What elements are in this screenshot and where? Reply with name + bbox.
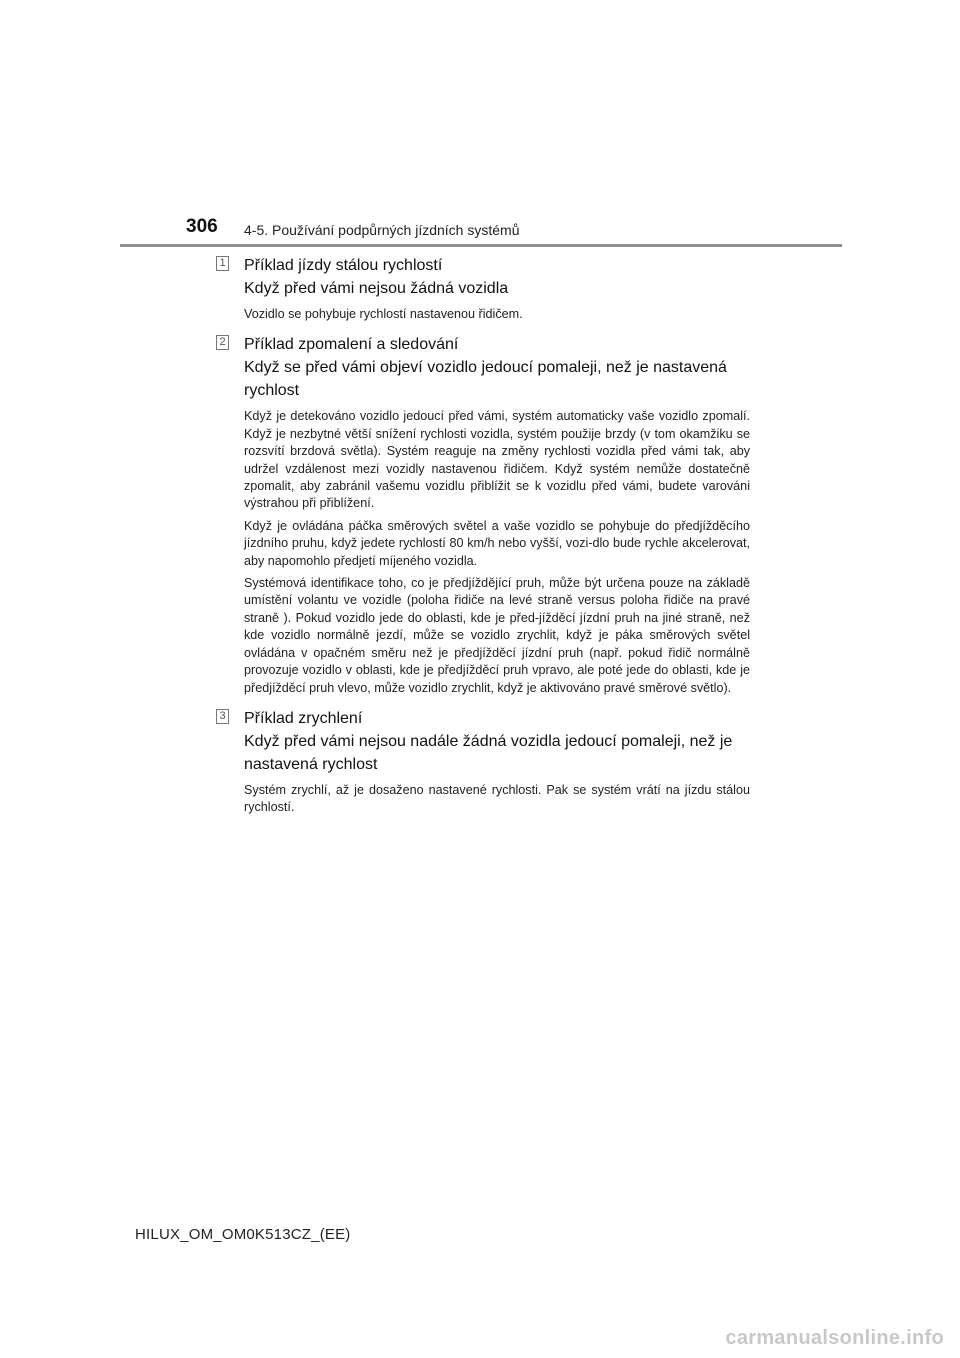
section-3 bbox=[216, 707, 750, 817]
section-number-badge: 2 bbox=[216, 335, 229, 350]
heading-line-2: Když před vámi nejsou nadále žádná vozidla jedoucí pomaleji, než je nastavená rychlost bbox=[244, 732, 733, 773]
body-paragraph: Systémová identifikace toho, co je předjíždějící pruh, může být určena pouze na základě umístění volantu ve vozidle (poloha řidiče na levé straně versus poloha řidiče na pravé straně ). Pokud vozidlo jede do oblasti, kde je před-jížděcí jízdní pruh na jiné straně, než kde vozidlo normálně jezdí, může se vozidlo zrychlit, když je páka směrových světel ovládána v opačném směru než je předjížděcí jízdní pruh (např. pokud řidič normálně provozuje vozidlo v oblasti, kde je předjížděcí pruh vpravo, ale poté jede do oblasti, kde je předjížděcí pruh vlevo, může vozidlo zrychlit, když je aktivováno pravé směrové světlo). bbox=[244, 576, 750, 695]
chapter-title: 4-5. Používání podpůrných jízdních systémů bbox=[244, 222, 520, 238]
page-number: 306 bbox=[186, 216, 218, 237]
page-content bbox=[216, 254, 750, 827]
section-heading bbox=[244, 254, 750, 300]
heading-line-1: Příklad jízdy stálou rychlostí bbox=[244, 257, 443, 274]
section-heading bbox=[244, 333, 750, 402]
heading-line-1: Příklad zrychlení bbox=[244, 709, 363, 727]
section-1 bbox=[216, 254, 750, 323]
body-paragraph: Vozidlo se pohybuje rychlostí nastavenou řidičem. bbox=[244, 307, 523, 321]
body-paragraph: Když je detekováno vozidlo jedoucí před vámi, systém automaticky vaše vozidlo zpomalí. Když je nezbytné větší snížení rychlosti vozidla, systém použije brzdy (v tom okamžiku se rozsvítí brzdová světla). Systém reaguje na změny rychlosti vozidla před vámi tak, aby udržel vzdálenost mezi vozidly nastavenou řidičem. Když systém nemůže dostatečně zpomalit, aby zabránil vašemu vozidlu přiblížit se k vozidlu před vámi, budete varováni výstrahou při přiblížení. bbox=[244, 409, 750, 511]
body-paragraph: Když je ovládána páčka směrových světel a vaše vozidlo se pohybuje do předjížděcího jízdního pruhu, když jedete rychlostí 80 km/h nebo vyšší, vozi-dlo bude rychle akcelerovat, aby napomohlo předjetí míjeného vozidla. bbox=[244, 518, 750, 568]
section-2 bbox=[216, 333, 750, 697]
body-paragraph: Systém zrychlí, až je dosaženo nastavené rychlosti. Pak se systém vrátí na jízdu stálou rychlostí. bbox=[244, 782, 750, 815]
heading-line-2: Když se před vámi objeví vozidlo jedoucí pomaleji, než je nastavená rychlost bbox=[244, 359, 727, 400]
header-divider bbox=[120, 244, 842, 247]
document-code: HILUX_OM_OM0K513CZ_(EE) bbox=[135, 1226, 351, 1243]
section-heading bbox=[244, 707, 750, 776]
heading-line-1: Příklad zpomalení a sledování bbox=[244, 336, 459, 354]
section-number-badge: 1 bbox=[216, 256, 229, 271]
heading-line-2: Když před vámi nejsou žádná vozidla bbox=[244, 280, 509, 297]
watermark: carmanualsonline.info bbox=[725, 1327, 944, 1349]
section-number-badge: 3 bbox=[216, 709, 229, 724]
